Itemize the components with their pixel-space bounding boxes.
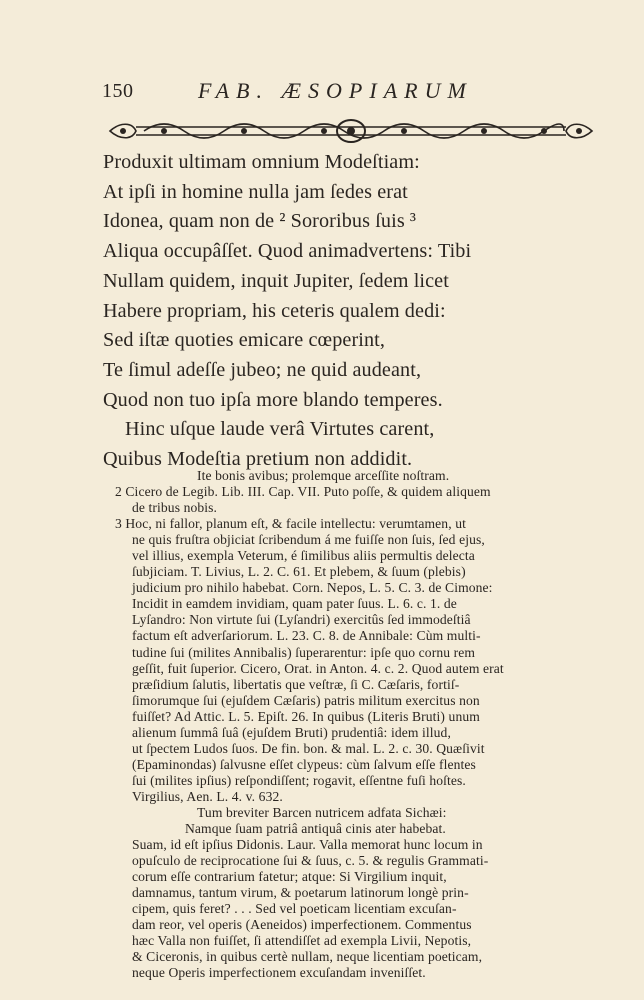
verse-line: Hinc uſque laude verâ Virtutes carent, <box>125 418 435 441</box>
footnote-line: ut ſpectem Ludos ſuos. De fin. bon. & mal. L. 2. c. 30. Quæſivit <box>132 740 485 756</box>
footnotes <box>115 468 605 982</box>
footnote-line: Ite bonis avibus; prolemque arceſſite noſtram. <box>197 468 450 483</box>
running-title: FAB. ÆSOPIARUM <box>198 78 473 103</box>
verse-line: At ipſi in homine nulla jam ſedes erat <box>103 180 408 203</box>
decorative-ornament-band <box>104 114 598 148</box>
footnote-line: tudine ſui (milites Annibalis) ſuperarentur: ipſe quo cornu rem <box>132 644 476 660</box>
footnote-line: 3 Hoc, ni fallor, planum eſt, & facile intellectu: verumtamen, ut <box>115 516 466 532</box>
verse-line: Produxit ultimam omnium Modeſtiam: <box>103 151 420 173</box>
page-number: 150 <box>102 80 134 102</box>
footnote-line: Tum breviter Barcen nutricem adfata Sichæi: <box>197 804 447 820</box>
verse-line: Nullam quidem, inquit Jupiter, ſedem licet <box>103 269 449 292</box>
verse-line: Idonea, quam non de ² Sororibus ſuis ³ <box>103 210 417 233</box>
footnote-line: Virgilius, Aen. L. 4. v. 632. <box>132 788 283 804</box>
footnote-line: de tribus nobis. <box>132 500 218 516</box>
footnote-line: fuiſſet? Ad Attic. L. 5. Epiſt. 26. In quibus (Literis Bruti) unum <box>132 708 480 724</box>
footnote-line: corum eſſe contrarium fatetur; atque: Si Virgilium inquit, <box>132 869 447 885</box>
footnote-line: neque Operis imperfectionem excuſandam inveniſſet. <box>132 965 426 981</box>
verse-text <box>103 148 523 475</box>
footnote-line: alienum ſummâ ſuâ (ejuſdem Bruti) prudentiâ: idem illud, <box>132 724 451 740</box>
verse-line: Quod non tuo ipſa more blando temperes. <box>103 388 443 411</box>
footnote-line: geſſit, fuit ſuperior. Cicero, Orat. in Anton. 4. c. 2. Quod autem erat <box>132 660 504 676</box>
footnote-line: ſubjiciam. T. Livius, L. 2. C. 61. Et plebem, & ſuum (plebis) <box>132 564 466 580</box>
verse-line: Te ſimul adeſſe jubeo; ne quid audeant, <box>103 358 422 381</box>
footnote-line: 2 Cicero de Legib. Lib. III. Cap. VII. Puto poſſe, & quidem aliquem <box>115 484 491 500</box>
footnote-line: ſui (milites ipſius) reſpondiſſent; rogavit, eſſentne fuſi hoſtes. <box>132 772 466 788</box>
footnote-line: præſidium ſalutis, libertatis que veſtræ, ſi C. Cæſaris, fortiſ- <box>132 676 460 692</box>
page-header <box>100 78 520 108</box>
verse-line: Quibus Modeſtia pretium non addidit. <box>103 448 413 471</box>
footnote-line: ſimorumque ſui (ejuſdem Cæſaris) patris militum exercitus non <box>132 692 480 708</box>
footnote-line: & Ciceronis, in quibus certè nullam, neque licentiam poeticam, <box>132 949 483 965</box>
footnote-line: (Epaminondas) ſalvusne eſſet clypeus: cùm ſalvum eſſe flentes <box>132 756 476 772</box>
footnote-line: factum eſt adverſariorum. L. 23. C. 8. de Annibale: Cùm multi- <box>132 628 481 644</box>
footnote-line: Suam, id eſt ipſius Didonis. Laur. Valla memorat hunc locum in <box>132 837 483 853</box>
verse-line: Aliqua occupâſſet. Quod animadvertens: Tibi <box>103 240 472 263</box>
footnote-line: hæc Valla non fuiſſet, ſi attendiſſet ad exempla Livii, Nepotis, <box>132 933 472 949</box>
footnote-line: opuſculo de reciprocatione ſui & ſuus, c. 5. & regulis Grammati- <box>132 853 489 869</box>
footnote-line: damnamus, tantum virum, & poetarum latinorum longè prin- <box>132 885 469 901</box>
footnote-line: Namque ſuam patriâ antiquâ cinis ater habebat. <box>185 821 446 837</box>
footnote-line: Lyſandro: Non virtute ſui (Lyſandri) exercitûs ſed immodeſtiâ <box>132 612 471 628</box>
footnote-line: vel illius, exempla Veterum, é ſimilibus aliis permultis delecta <box>132 548 475 564</box>
footnote-line: Incidit in eamdem invidiam, quam pater ſuus. L. 6. c. 1. de <box>132 596 457 612</box>
footnote-line: judicium pro nihilo habebat. Corn. Nepos, L. 5. C. 3. de Cimone: <box>132 580 493 596</box>
verse-line: Habere propriam, his ceteris qualem dedi: <box>103 299 446 322</box>
verse-line: Sed iſtæ quoties emicare cœperint, <box>103 329 386 352</box>
footnote-line: dam reor, vel operis (Aeneidos) imperfectionem. Commentus <box>132 917 472 933</box>
footnote-line: ne quis fruſtra objiciat ſcribendum á me fuiſſe non ſuis, ſed ejus, <box>132 532 485 548</box>
footnote-line: cipem, quis feret? . . . Sed vel poeticam licentiam excuſan- <box>132 901 457 917</box>
